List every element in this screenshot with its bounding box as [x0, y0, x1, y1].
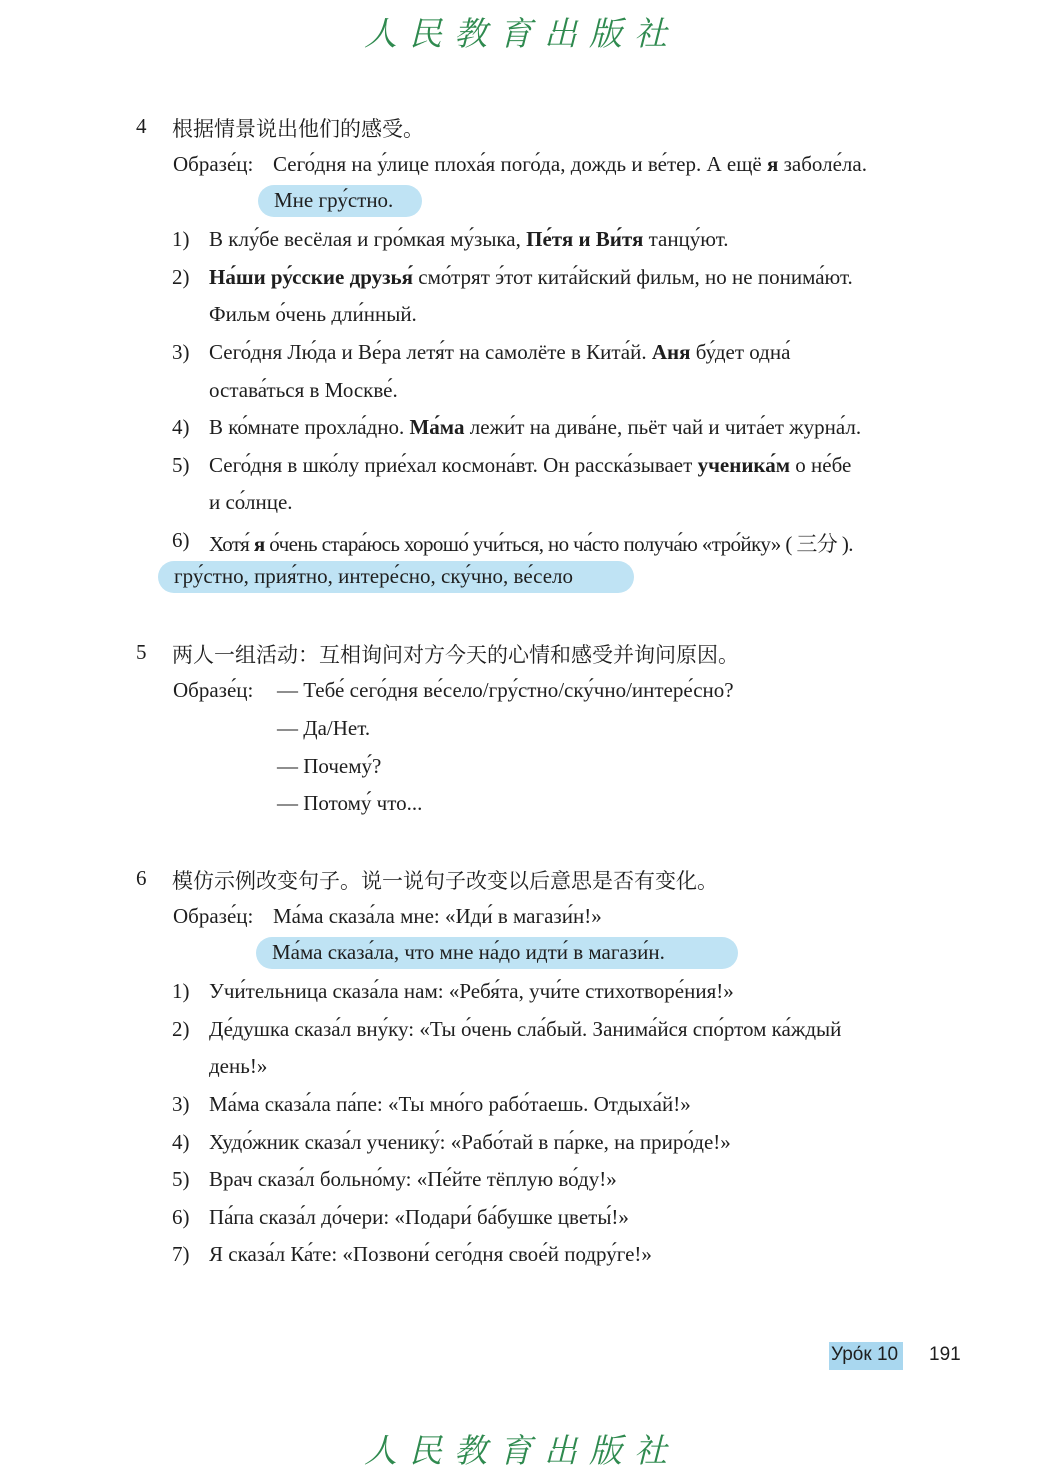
exercise-4-item-5: Сего́дня в шко́лу прие́хал космона́вт. Он расска́зывает ученика́м о не́бе — [209, 453, 852, 477]
list-item-number: 1) — [172, 979, 190, 1003]
exercise-6-item-3: Ма́ма сказа́ла па́пе: «Ты мно́го рабо́таешь. Отдыха́й!» — [209, 1092, 691, 1116]
exercise-6-item-7: Я сказа́л Ка́те: «Позвони́ сего́дня свое́й подру́ге!» — [209, 1242, 652, 1266]
exercise-6-sample-answer: Ма́ма сказа́ла, что мне на́до идти́ в магази́н. — [256, 937, 738, 969]
exercise-4-item-3: Сего́дня Лю́да и Ве́ра летя́т на самолёте в Кита́й. Аня бу́дет одна́ — [209, 340, 791, 364]
exercise-4-sample-label: Образе́ц: — [173, 152, 254, 176]
list-item-number: 2) — [172, 1017, 190, 1041]
exercise-6-item-1: Учи́тельница сказа́ла нам: «Ребя́та, учи́те стихотворе́ния!» — [209, 979, 734, 1003]
exercise-4-item-2-line-2: Фильм о́чень дли́нный. — [209, 302, 417, 326]
exercise-4-item-2: На́ши ру́сские друзья́ смо́трят э́тот кита́йский фильм, но не понима́ют. — [209, 265, 853, 289]
exercise-4-item-4: В ко́мнате прохла́дно. Ма́ма лежи́т на дива́не, пьёт чай и чита́ет журна́л. — [209, 415, 862, 439]
exercise-6-item-5: Врач сказа́л больно́му: «Пе́йте тёплую во́ду!» — [209, 1167, 617, 1191]
exercise-4-number: 4 — [136, 114, 147, 138]
list-item-number: 7) — [172, 1242, 190, 1266]
exercise-4-item-1: В клу́бе весёлая и гро́мкая му́зыка, Пе́тя и Ви́тя танцу́ют. — [209, 227, 729, 251]
list-item-number: 3) — [172, 1092, 190, 1116]
exercise-6-sample-label: Образе́ц: — [173, 904, 254, 928]
exercise-4-item-6: Хотя́ я о́чень стара́юсь хорошо́ учи́ться, но ча́сто получа́ю «тро́йку» ( 三分 ). — [209, 532, 853, 556]
list-item-number: 5) — [172, 453, 190, 477]
exercise-6-item-2: Де́душка сказа́л вну́ку: «Ты о́чень сла́бый. Занима́йся спо́ртом ка́ждый — [209, 1017, 842, 1041]
list-item-number: 4) — [172, 1130, 190, 1154]
exercise-5-dialogue-line: — Почему́? — [277, 754, 382, 778]
list-item-number: 1) — [172, 227, 190, 251]
exercise-5-dialogue-line: — Тебе́ сего́дня ве́село/гру́стно/ску́чно/интере́сно? — [277, 678, 734, 702]
exercise-4-sample-answer: Мне гру́стно. — [258, 185, 422, 217]
lesson-label: Уро́к 10 — [829, 1342, 903, 1370]
exercise-5-number: 5 — [136, 640, 147, 664]
list-item-number: 4) — [172, 415, 190, 439]
list-item-number: 6) — [172, 1205, 190, 1229]
exercise-4-item-5-line-2: и со́лнце. — [209, 490, 293, 514]
publisher-logo-bottom: 人民教育出版社 — [364, 1431, 679, 1470]
exercise-4-word-bank: гру́стно, прия́тно, интере́сно, ску́чно, ве́село — [158, 561, 634, 593]
list-item-number: 3) — [172, 340, 190, 364]
list-item-number: 6) — [172, 528, 190, 552]
exercise-6-item-6: Па́па сказа́л до́чери: «Подари́ ба́бушке цветы́!» — [209, 1205, 629, 1229]
exercise-6-sample-text: Ма́ма сказа́ла мне: «Иди́ в магази́н!» — [273, 904, 602, 928]
exercise-4-title: 根据情景说出他们的感受。 — [172, 117, 424, 141]
exercise-4-sample-text: Сего́дня на у́лице плоха́я пого́да, дождь и ве́тер. А ещё я заболе́ла. — [273, 152, 867, 176]
exercise-6-item-2-line-2: день!» — [209, 1054, 268, 1078]
exercise-5-sample-label: Образе́ц: — [173, 678, 254, 702]
exercise-6-number: 6 — [136, 866, 147, 890]
exercise-5-title: 两人一组活动：互相询问对方今天的心情和感受并询问原因。 — [172, 643, 739, 667]
list-item-number: 5) — [172, 1167, 190, 1191]
exercise-6-item-4: Худо́жник сказа́л ученику́: «Рабо́тай в па́рке, на приро́де!» — [209, 1130, 731, 1154]
exercise-4-item-3-line-2: остава́ться в Москве́. — [209, 378, 398, 402]
list-item-number: 2) — [172, 265, 190, 289]
exercise-5-dialogue-line: — Потому́ что... — [277, 791, 423, 815]
exercise-6-title: 模仿示例改变句子。说一说句子改变以后意思是否有变化。 — [172, 869, 718, 893]
page-number: 191 — [929, 1344, 961, 1365]
exercise-5-dialogue-line: — Да/Нет. — [277, 716, 371, 740]
publisher-logo-top: 人民教育出版社 — [364, 14, 679, 53]
